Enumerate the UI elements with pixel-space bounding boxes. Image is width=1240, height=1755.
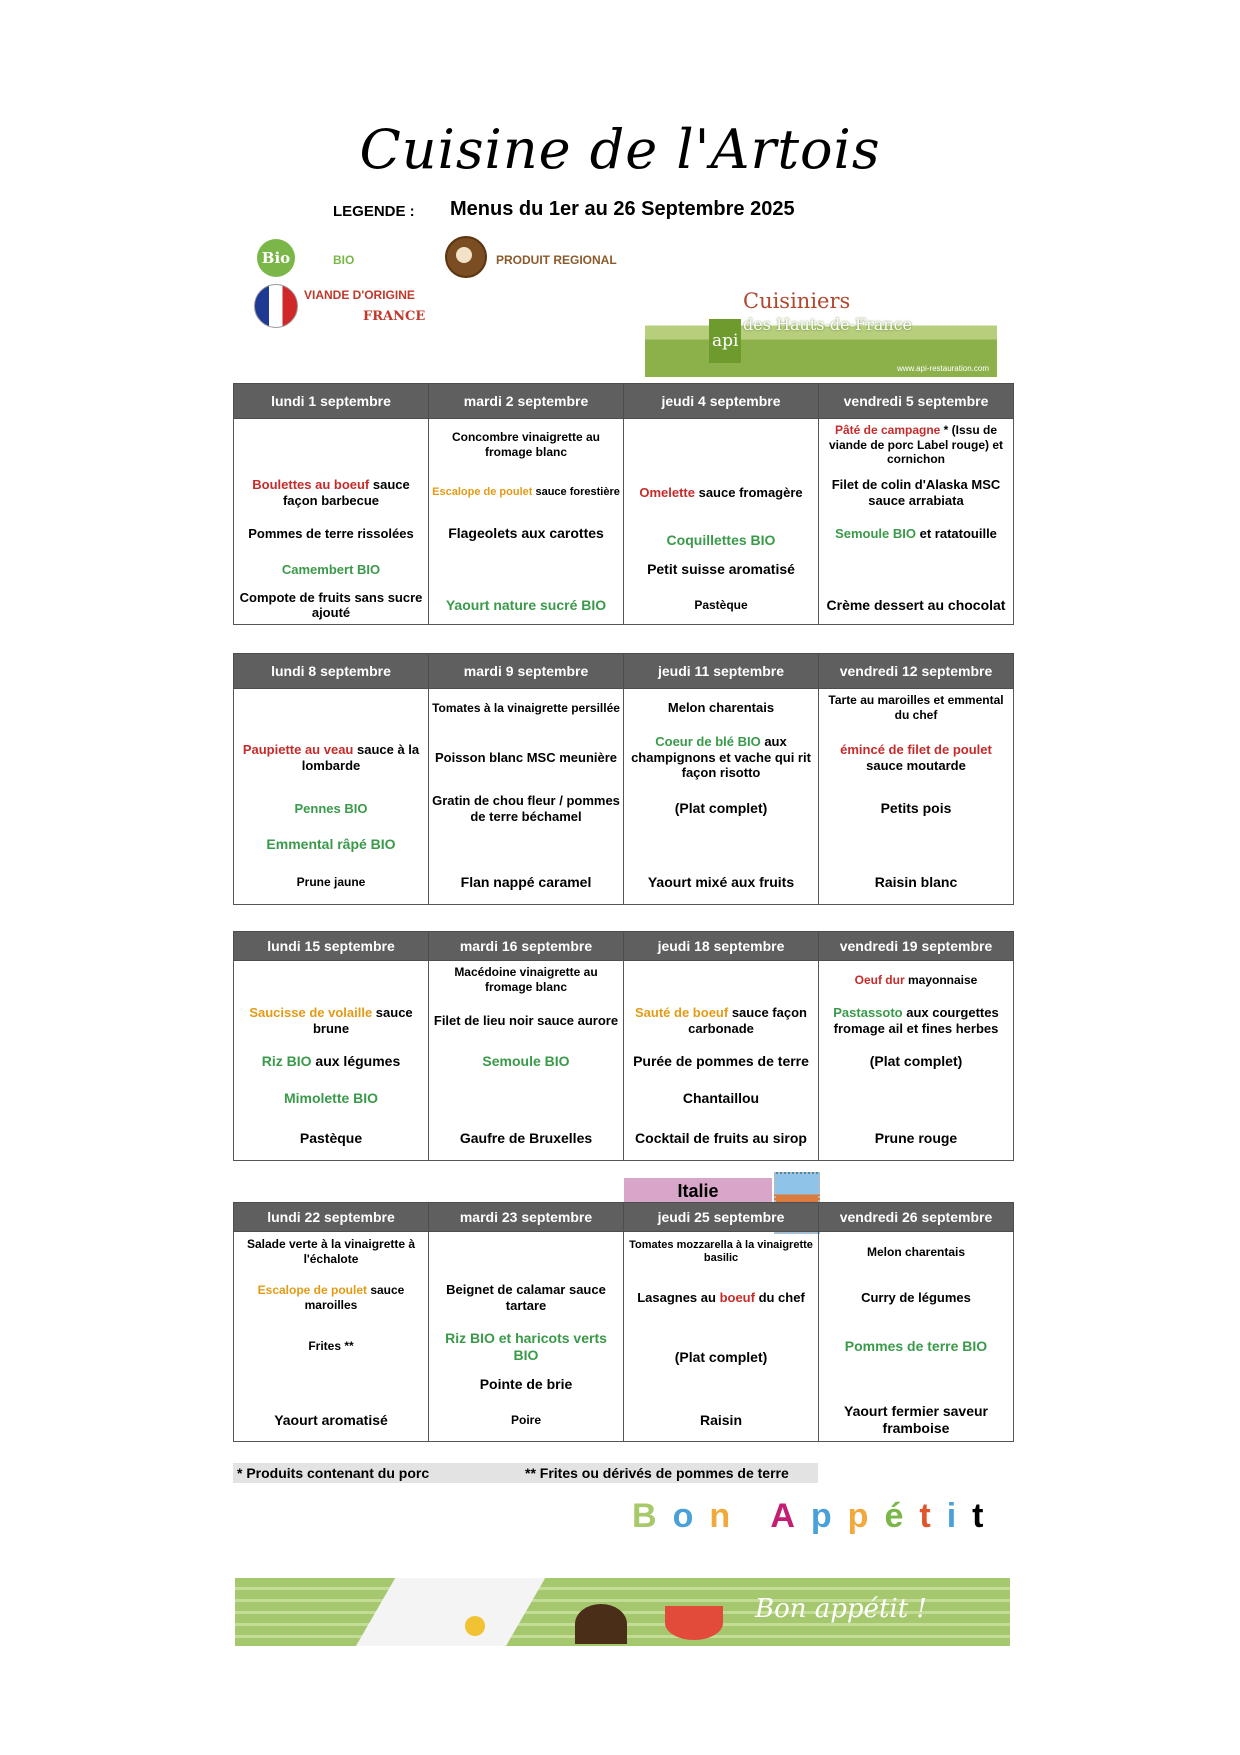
bon-appetit-heading: [632, 1497, 999, 1536]
menu-cell: [234, 689, 429, 727]
menu-cell: Omelette sauce fromagère: [624, 471, 819, 515]
day-header: lundi 15 septembre: [234, 932, 429, 961]
menu-fragment: Pastassoto: [833, 1004, 903, 1020]
starter-row: [234, 961, 1014, 999]
dessert-row: [234, 587, 1014, 625]
menu-cell: Gaufre de Bruxelles: [429, 1117, 624, 1161]
menu-cell: Lasagnes au boeuf du chef: [624, 1272, 819, 1324]
menu-fragment: Paupiette au veau: [242, 741, 354, 757]
menu-cell: [624, 961, 819, 999]
menu-cell: Yaourt fermier saveur framboise: [819, 1400, 1014, 1442]
menu-cell: Curry de légumes: [819, 1272, 1014, 1324]
dessert-row: [234, 1400, 1014, 1442]
legend-label: LEGENDE :: [333, 203, 415, 220]
menu-cell: Purée de pommes de terre: [624, 1043, 819, 1081]
day-header: vendredi 5 septembre: [819, 384, 1014, 419]
menu-cell: Pennes BIO: [234, 789, 429, 829]
bowl-icon: [665, 1606, 723, 1640]
menu-cell: [234, 419, 429, 471]
dessert-row: [234, 1117, 1014, 1161]
starter-row: [234, 689, 1014, 727]
menu-cell: Coeur de blé BIO aux champignons et vache qui rit façon risotto: [624, 727, 819, 789]
legend-viande-line2: FRANCE: [363, 309, 426, 324]
menu-fragment: Escalope de poulet: [432, 485, 533, 498]
menu-fragment: Sauté de boeuf: [635, 1004, 729, 1020]
cheese-row: [234, 1370, 1014, 1400]
week-header-row: [234, 1203, 1014, 1232]
starter-row: [234, 1232, 1014, 1272]
menu-cell: Riz BIO et haricots verts BIO: [429, 1324, 624, 1370]
menu-cell: Mimolette BIO: [234, 1081, 429, 1117]
france-flag-icon: [254, 284, 298, 328]
menu-cell: [429, 1081, 624, 1117]
page-title: Cuisine de l'Artois: [359, 118, 881, 181]
menu-cell: [819, 829, 1014, 861]
menu-fragment: Saucisse de volaille: [249, 1004, 373, 1020]
menu-cell: Melon charentais: [624, 689, 819, 727]
theme-day-label: Italie: [624, 1178, 772, 1205]
menu-fragment: Escalope de poulet: [257, 1283, 367, 1298]
menu-cell: Pastèque: [624, 587, 819, 625]
day-header: jeudi 11 septembre: [624, 654, 819, 689]
main-row: [234, 471, 1014, 515]
menu-cell: Coquillettes BIO: [624, 515, 819, 553]
main-row: [234, 1272, 1014, 1324]
menu-fragment: Semoule BIO: [835, 525, 916, 541]
menu-cell: Pointe de brie: [429, 1370, 624, 1400]
bon-appetit-letter: t: [972, 1497, 1000, 1535]
banner-text: Bon appétit !: [755, 1594, 927, 1624]
bon-appetit-letter: n: [709, 1497, 747, 1535]
week-table-3: [233, 931, 1014, 1161]
menu-cell: Frites **: [234, 1324, 429, 1370]
menu-cell: Petit suisse aromatisé: [624, 553, 819, 587]
menu-cell: Poisson blanc MSC meunière: [429, 727, 624, 789]
menu-cell: Tomates à la vinaigrette persillée: [429, 689, 624, 727]
menu-cell: Escalope de poulet sauce forestière: [429, 471, 624, 515]
day-header: mardi 9 septembre: [429, 654, 624, 689]
bon-appetit-letter: é: [884, 1497, 920, 1535]
menu-cell: Gratin de chou fleur / pommes de terre béchamel: [429, 789, 624, 829]
menu-fragment: Omelette: [639, 484, 695, 500]
menu-cell: Chantaillou: [624, 1081, 819, 1117]
menu-fragment: Pâté de campagne: [834, 423, 941, 438]
menu-cell: [234, 961, 429, 999]
dessert-row: [234, 861, 1014, 905]
menu-cell: [819, 1370, 1014, 1400]
menu-cell: Pâté de campagne * (Issu de viande de porc Label rouge) et cornichon: [819, 419, 1014, 471]
menu-cell: Camembert BIO: [234, 553, 429, 587]
footnotes-bar: [233, 1463, 818, 1483]
main-row: [234, 999, 1014, 1043]
day-header: mardi 2 septembre: [429, 384, 624, 419]
cheese-row: [234, 1081, 1014, 1117]
bon-appetit-letter: B: [632, 1497, 673, 1535]
brand-logo: [645, 283, 997, 377]
menu-cell: [429, 1232, 624, 1272]
menu-cell: [624, 1370, 819, 1400]
menu-cell: Flan nappé caramel: [429, 861, 624, 905]
brand-line2: des Hauts-de-France: [743, 315, 912, 334]
menu-cell: Riz BIO aux légumes: [234, 1043, 429, 1081]
menu-cell: Yaourt nature sucré BIO: [429, 587, 624, 625]
menu-cell: (Plat complet): [819, 1043, 1014, 1081]
bon-appetit-letter: o: [672, 1497, 710, 1535]
menu-cell: [429, 829, 624, 861]
menu-fragment: boeuf: [719, 1289, 755, 1305]
main-row: [234, 727, 1014, 789]
bon-appetit-letter: i: [946, 1497, 973, 1535]
day-header: lundi 8 septembre: [234, 654, 429, 689]
menu-cell: Petits pois: [819, 789, 1014, 829]
day-header: vendredi 12 septembre: [819, 654, 1014, 689]
menu-cell: Pommes de terre BIO: [819, 1324, 1014, 1370]
legend-bio-label: BIO: [333, 253, 355, 267]
menu-cell: émincé de filet de poulet sauce moutarde: [819, 727, 1014, 789]
menu-cell: [234, 1370, 429, 1400]
menu-cell: Paupiette au veau sauce à la lombarde: [234, 727, 429, 789]
menu-cell: Pastèque: [234, 1117, 429, 1161]
menu-cell: Beignet de calamar sauce tartare: [429, 1272, 624, 1324]
regional-product-icon: [445, 236, 487, 278]
menu-cell: Tarte au maroilles et emmental du chef: [819, 689, 1014, 727]
menu-cell: [819, 1081, 1014, 1117]
cheese-row: [234, 829, 1014, 861]
menu-cell: [624, 419, 819, 471]
menu-cell: [624, 829, 819, 861]
side-row: [234, 1324, 1014, 1370]
week-header-row: [234, 384, 1014, 419]
menu-cell: Prune jaune: [234, 861, 429, 905]
menu-cell: Semoule BIO et ratatouille: [819, 515, 1014, 553]
brand-url: www.api-restauration.com: [896, 364, 989, 373]
day-header: lundi 22 septembre: [234, 1203, 429, 1232]
day-header: mardi 16 septembre: [429, 932, 624, 961]
menu-fragment: Coeur de blé BIO: [655, 734, 761, 750]
footnote-pork: * Produits contenant du porc: [237, 1465, 430, 1481]
menu-cell: Compote de fruits sans sucre ajouté: [234, 587, 429, 625]
cheese-row: [234, 553, 1014, 587]
day-header: jeudi 18 septembre: [624, 932, 819, 961]
menu-cell: [819, 553, 1014, 587]
menu-cell: [429, 553, 624, 587]
day-header: jeudi 25 septembre: [624, 1203, 819, 1232]
menu-cell: Prune rouge: [819, 1117, 1014, 1161]
menu-cell: Macédoine vinaigrette au fromage blanc: [429, 961, 624, 999]
day-header: lundi 1 septembre: [234, 384, 429, 419]
starter-row: [234, 419, 1014, 471]
day-header: vendredi 26 septembre: [819, 1203, 1014, 1232]
menu-cell: (Plat complet): [624, 789, 819, 829]
menu-cell: Filet de colin d'Alaska MSC sauce arrabiata: [819, 471, 1014, 515]
menu-cell: Poire: [429, 1400, 624, 1442]
menu-cell: Cocktail de fruits au sirop: [624, 1117, 819, 1161]
side-row: [234, 789, 1014, 829]
menu-cell: Concombre vinaigrette au fromage blanc: [429, 419, 624, 471]
menu-cell: Yaourt aromatisé: [234, 1400, 429, 1442]
menu-fragment: Boulettes au boeuf: [252, 476, 370, 492]
menu-cell: Pommes de terre rissolées: [234, 515, 429, 553]
side-row: [234, 1043, 1014, 1081]
paper-sheet-icon: [349, 1578, 551, 1646]
brand-prefix: api: [709, 319, 741, 363]
week-table-1: [233, 383, 1014, 625]
day-header: mardi 23 septembre: [429, 1203, 624, 1232]
menu-cell: Raisin: [624, 1400, 819, 1442]
bon-appetit-letter: [746, 1497, 770, 1535]
menu-cell: Tomates mozzarella à la vinaigrette basilic: [624, 1232, 819, 1272]
bio-leaf-icon: Bio: [257, 239, 295, 277]
menu-cell: Oeuf dur mayonnaise: [819, 961, 1014, 999]
legend-regional-label: PRODUIT REGIONAL: [496, 253, 617, 267]
week-header-row: [234, 654, 1014, 689]
week-table-2: [233, 653, 1014, 905]
menu-cell: Emmental râpé BIO: [234, 829, 429, 861]
menu-cell: Boulettes au boeuf sauce façon barbecue: [234, 471, 429, 515]
side-row: [234, 515, 1014, 553]
menu-cell: Sauté de boeuf sauce façon carbonade: [624, 999, 819, 1043]
menu-cell: Pastassoto aux courgettes fromage ail et fines herbes: [819, 999, 1014, 1043]
menu-fragment: Riz BIO: [261, 1053, 312, 1070]
menu-period-title: Menus du 1er au 26 Septembre 2025: [450, 198, 795, 220]
bon-appetit-letter: p: [810, 1497, 848, 1535]
week-table-4: [233, 1202, 1014, 1442]
menu-cell: Crème dessert au chocolat: [819, 587, 1014, 625]
legend-viande-line1: VIANDE D'ORIGINE: [304, 288, 415, 302]
menu-cell: Semoule BIO: [429, 1043, 624, 1081]
bon-appetit-letter: p: [847, 1497, 885, 1535]
bon-appetit-letter: A: [770, 1497, 811, 1535]
menu-cell: Melon charentais: [819, 1232, 1014, 1272]
menu-cell: Salade verte à la vinaigrette à l'échalote: [234, 1232, 429, 1272]
menu-cell: Escalope de poulet sauce maroilles: [234, 1272, 429, 1324]
apple-icon: [465, 1616, 485, 1636]
menu-cell: Filet de lieu noir sauce aurore: [429, 999, 624, 1043]
menu-cell: Flageolets aux carottes: [429, 515, 624, 553]
menu-fragment: émincé de filet de poulet: [840, 741, 992, 757]
menu-cell: Raisin blanc: [819, 861, 1014, 905]
menu-cell: (Plat complet): [624, 1324, 819, 1370]
menu-fragment: Oeuf dur: [854, 972, 905, 987]
week-header-row: [234, 932, 1014, 961]
brand-line1: Cuisiniers: [743, 289, 851, 313]
menu-cell: Yaourt mixé aux fruits: [624, 861, 819, 905]
scale-icon: [575, 1604, 627, 1644]
day-header: vendredi 19 septembre: [819, 932, 1014, 961]
footnote-fries: ** Frites ou dérivés de pommes de terre: [525, 1465, 789, 1481]
bottom-banner: [235, 1578, 1010, 1646]
bon-appetit-letter: t: [919, 1497, 947, 1535]
menu-cell: Saucisse de volaille sauce brune: [234, 999, 429, 1043]
day-header: jeudi 4 septembre: [624, 384, 819, 419]
